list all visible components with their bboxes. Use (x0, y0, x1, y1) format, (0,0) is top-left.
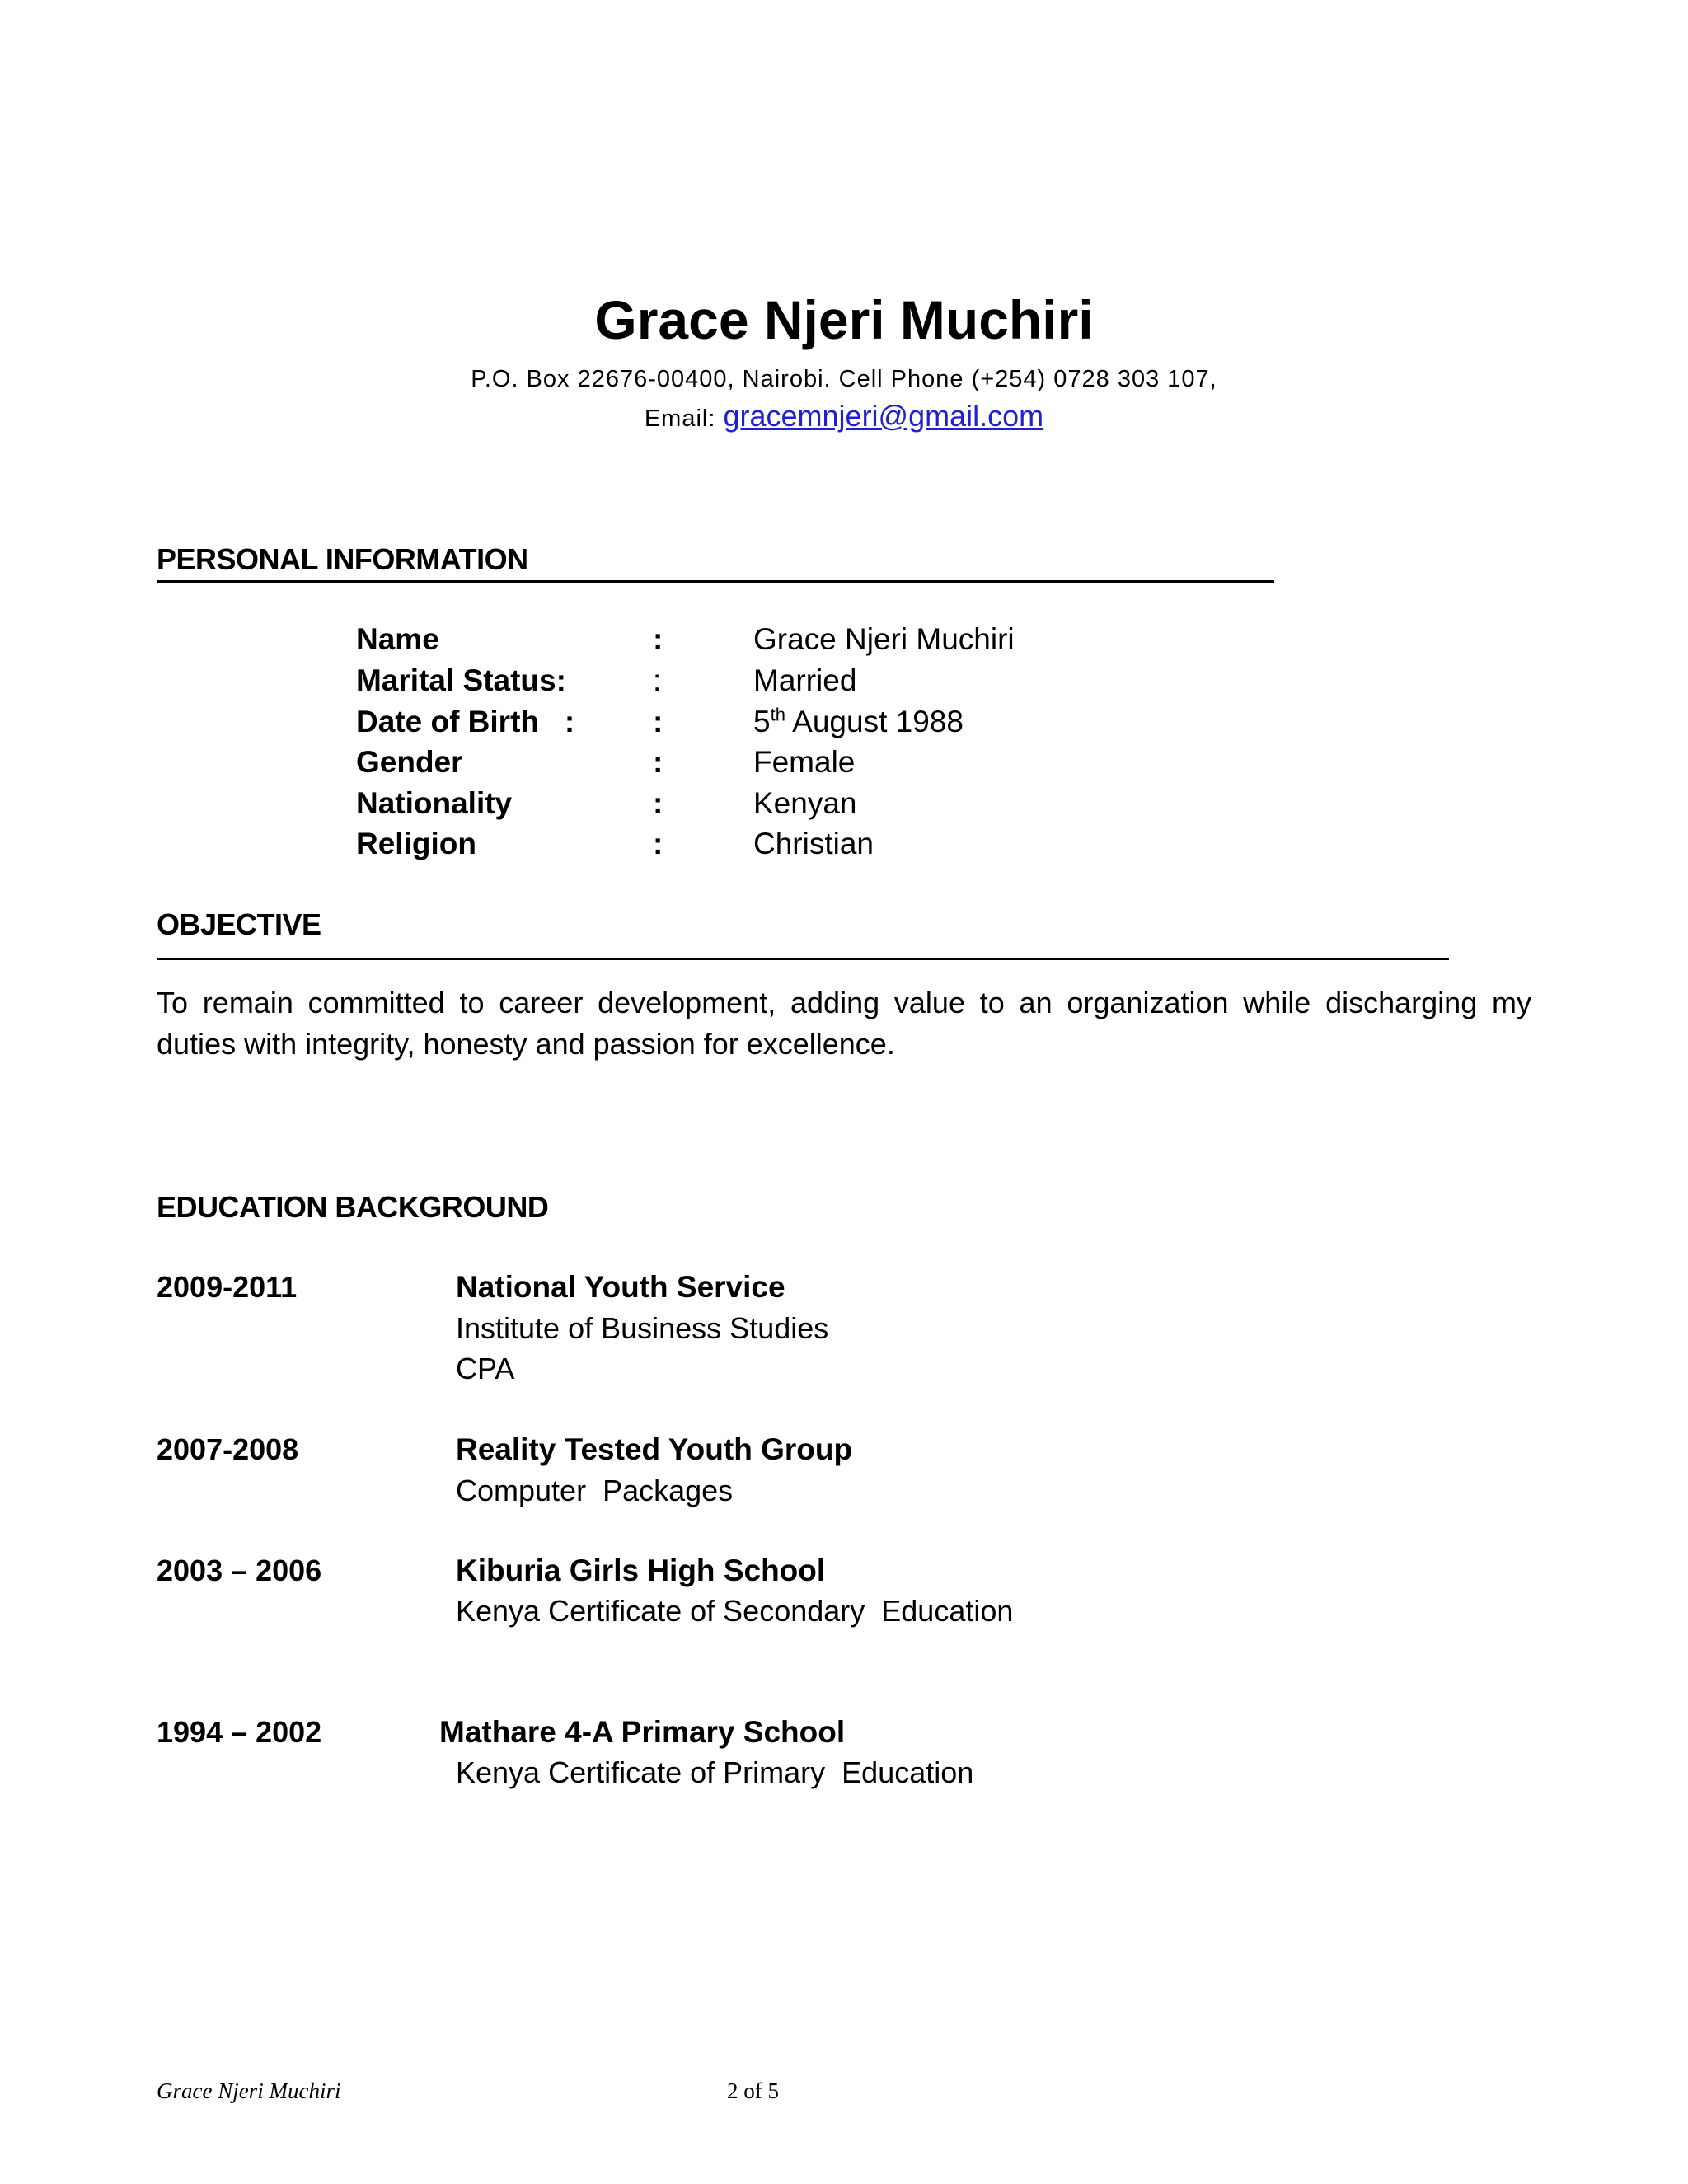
education-detail: Institute of Business Studies (456, 1311, 829, 1345)
education-detail: CPA (456, 1352, 515, 1385)
pi-label-religion: Religion (356, 827, 476, 860)
education-detail: Kenya Certificate of Secondary Education (456, 1594, 1014, 1628)
pi-label-nationality: Nationality (356, 786, 513, 820)
pi-colon: : (653, 705, 663, 738)
pi-label-gender: Gender (356, 745, 463, 779)
pi-value-marital-status: Married (753, 663, 857, 697)
dob-day: 5 (753, 705, 771, 738)
pi-colon: : (653, 745, 663, 779)
pi-value-name: Grace Njeri Muchiri (753, 622, 1015, 656)
pi-value-nationality: Kenyan (753, 786, 857, 820)
pi-colon: : (653, 827, 663, 860)
footer-name: Grace Njeri Muchiri (157, 2079, 341, 2103)
pi-colon: : (653, 622, 663, 656)
education-institution: Reality Tested Youth Group (456, 1432, 853, 1466)
pi-value-gender: Female (753, 745, 856, 779)
personal-information-rule (157, 580, 1274, 583)
pi-label-date-of-birth: Date of Birth : (356, 705, 575, 738)
education-institution: Kiburia Girls High School (456, 1554, 826, 1587)
objective-text: To remain committed to career development, adding value to an organization while discharging my duties with integrity, honesty and passion for excellence. (157, 986, 1531, 1061)
objective-heading: OBJECTIVE (157, 907, 321, 941)
pi-colon: : (653, 786, 663, 820)
objective-rule (157, 958, 1449, 960)
education-years: 2003 – 2006 (157, 1554, 322, 1587)
dob-day-suffix: th (770, 704, 785, 725)
pi-value-date-of-birth (753, 705, 964, 739)
resume-name-title: Grace Njeri Muchiri (594, 289, 1094, 350)
education-institution: National Youth Service (456, 1270, 785, 1304)
pi-label-marital-status: Marital Status: (356, 663, 566, 697)
education-detail: Computer Packages (456, 1474, 734, 1507)
education-years: 1994 – 2002 (157, 1715, 322, 1749)
education-detail: Kenya Certificate of Primary Education (456, 1755, 974, 1789)
education-years: 2009-2011 (157, 1270, 298, 1304)
email-link[interactable]: gracemnjeri@gmail.com (723, 399, 1044, 433)
personal-information-heading: PERSONAL INFORMATION (157, 542, 528, 576)
contact-address-line: P.O. Box 22676-00400, Nairobi. Cell Phone (+254) 0728 303 107, (471, 366, 1217, 392)
pi-label-name: Name (356, 622, 439, 656)
contact-email-line (0, 399, 1688, 434)
pi-colon: : (653, 663, 662, 697)
email-label: Email: (644, 405, 716, 432)
footer-page-number: 2 of 5 (727, 2079, 779, 2103)
dob-month-year: August 1988 (785, 705, 964, 738)
education-heading: EDUCATION BACKGROUND (157, 1190, 549, 1224)
pi-value-religion: Christian (753, 827, 874, 860)
education-years: 2007-2008 (157, 1432, 299, 1466)
education-institution: Mathare 4-A Primary School (439, 1715, 846, 1749)
